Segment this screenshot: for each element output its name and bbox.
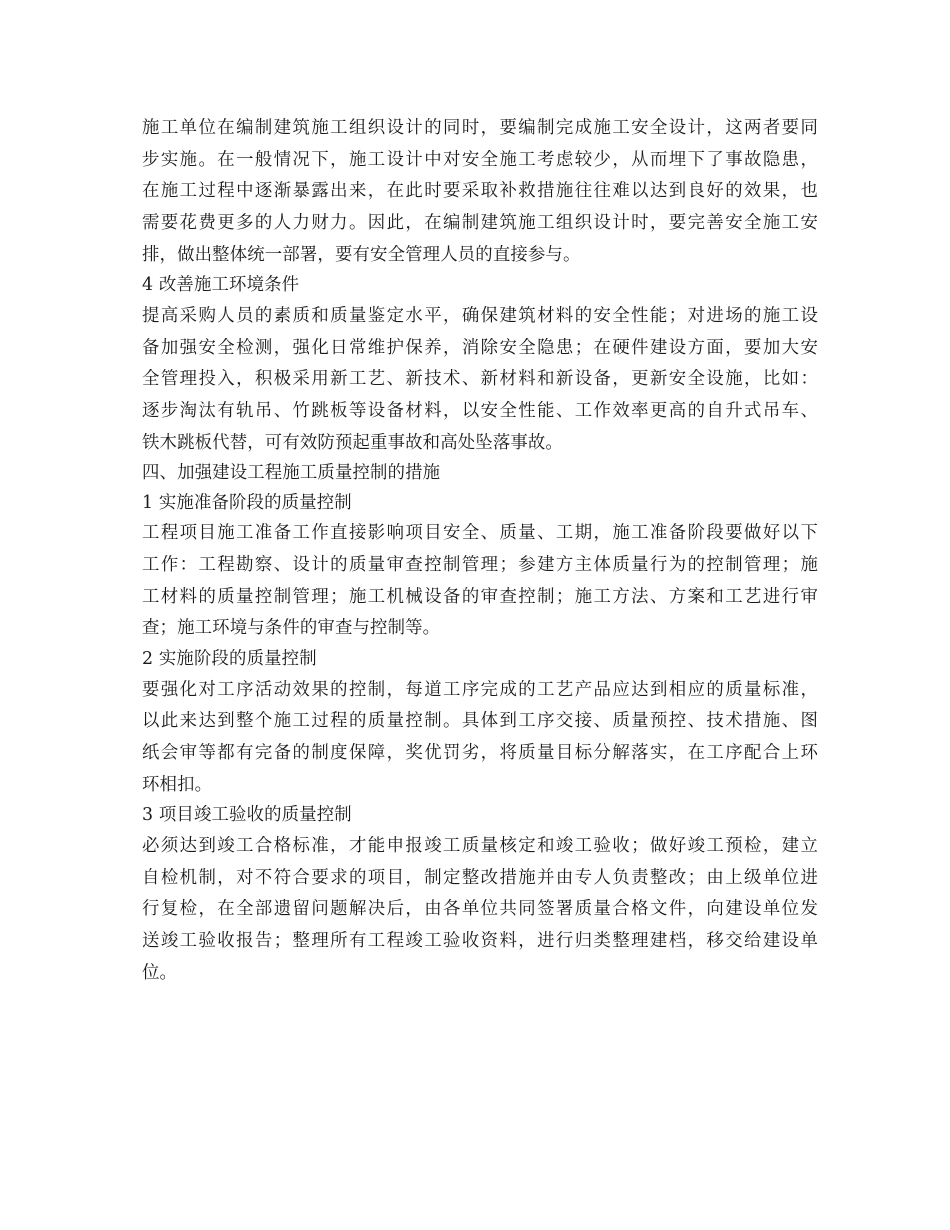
heading-completion-acceptance: 3 项目竣工验收的质量控制 bbox=[142, 805, 352, 826]
paragraph-line: 送竣工验收报告；整理所有工程竣工验收资料，进行归类整理建档，移交给建设单 bbox=[142, 930, 818, 951]
paragraph-line: 行复检，在全部遗留问题解决后，由各单位共同签署质量合格文件，向建设单位发 bbox=[142, 899, 818, 920]
paragraph-line: 提高采购人员的素质和质量鉴定水平，确保建筑材料的安全性能；对进场的施工设 bbox=[142, 305, 818, 326]
paragraph-line: 工程项目施工准备工作直接影响项目安全、质量、工期，施工准备阶段要做好以下 bbox=[142, 523, 818, 544]
paragraph-line: 纸会审等都有完备的制度保障，奖优罚劣，将质量目标分解落实，在工序配合上环 bbox=[142, 743, 818, 763]
paragraph-line: 步实施。在一般情况下，施工设计中对安全施工考虑较少，从而埋下了事故隐患， bbox=[142, 149, 818, 170]
paragraph-implementation bbox=[142, 675, 818, 802]
section-heading-quality-control: 四、加强建设工程施工质量控制的措施 bbox=[142, 463, 441, 484]
paragraph-line: 逐步淘汰有轨吊、竹跳板等设备材料，以安全性能、工作效率更高的自升式吊车、 bbox=[142, 401, 818, 421]
paragraph-line: 要强化对工序活动效果的控制，每道工序完成的工艺产品应达到相应的质量标准， bbox=[142, 679, 818, 700]
paragraph-line: 以此来达到整个施工过程的质量控制。具体到工序交接、质量预控、技术措施、图 bbox=[142, 711, 818, 732]
heading-implementation-stage: 2 实施阶段的质量控制 bbox=[142, 649, 317, 670]
paragraph-line: 全管理投入，积极采用新工艺、新技术、新材料和新设备，更新安全设施，比如： bbox=[142, 369, 818, 390]
paragraph-line: 在施工过程中逐渐暴露出来，在此时要采取补救措施往往难以达到良好的效果，也 bbox=[142, 181, 818, 202]
document-page bbox=[142, 113, 818, 989]
paragraph-environment bbox=[142, 301, 818, 459]
paragraph-line: 工作：工程勘察、设计的质量审查控制管理；参建方主体质量行为的控制管理；施 bbox=[142, 555, 818, 576]
paragraph-line: 自检机制，对不符合要求的项目，制定整改措施并由专人负责整改；由上级单位进 bbox=[142, 867, 818, 888]
paragraph-line: 位。 bbox=[142, 962, 178, 983]
paragraph-safety-design bbox=[142, 113, 818, 271]
paragraph-completion bbox=[142, 831, 818, 989]
paragraph-line: 工材料的质量控制管理；施工机械设备的审查控制；施工方法、方案和工艺进行审 bbox=[142, 586, 818, 607]
paragraph-line: 铁木跳板代替，可有效防预起重事故和高处坠落事故。 bbox=[142, 432, 563, 453]
paragraph-line: 备加强安全检测，强化日常维护保养，消除安全隐患；在硬件建设方面，要加大安 bbox=[142, 337, 818, 358]
heading-improve-environment: 4 改善施工环境条件 bbox=[142, 275, 300, 296]
paragraph-line: 查；施工环境与条件的审查与控制等。 bbox=[142, 618, 441, 639]
paragraph-line: 施工单位在编制建筑施工组织设计的同时，要编制完成施工安全设计，这两者要同 bbox=[142, 118, 818, 138]
heading-preparation-stage: 1 实施准备阶段的质量控制 bbox=[142, 492, 352, 513]
paragraph-line: 必须达到竣工合格标准，才能申报竣工质量核定和竣工验收；做好竣工预检，建立 bbox=[142, 835, 818, 856]
paragraph-line: 排，做出整体统一部署，要有安全管理人员的直接参与。 bbox=[142, 244, 581, 265]
paragraph-line: 环相扣。 bbox=[142, 774, 213, 795]
paragraph-line: 需要花费更多的人力财力。因此，在编制建筑施工组织设计时，要完善安全施工安 bbox=[142, 213, 818, 234]
paragraph-preparation bbox=[142, 518, 818, 645]
